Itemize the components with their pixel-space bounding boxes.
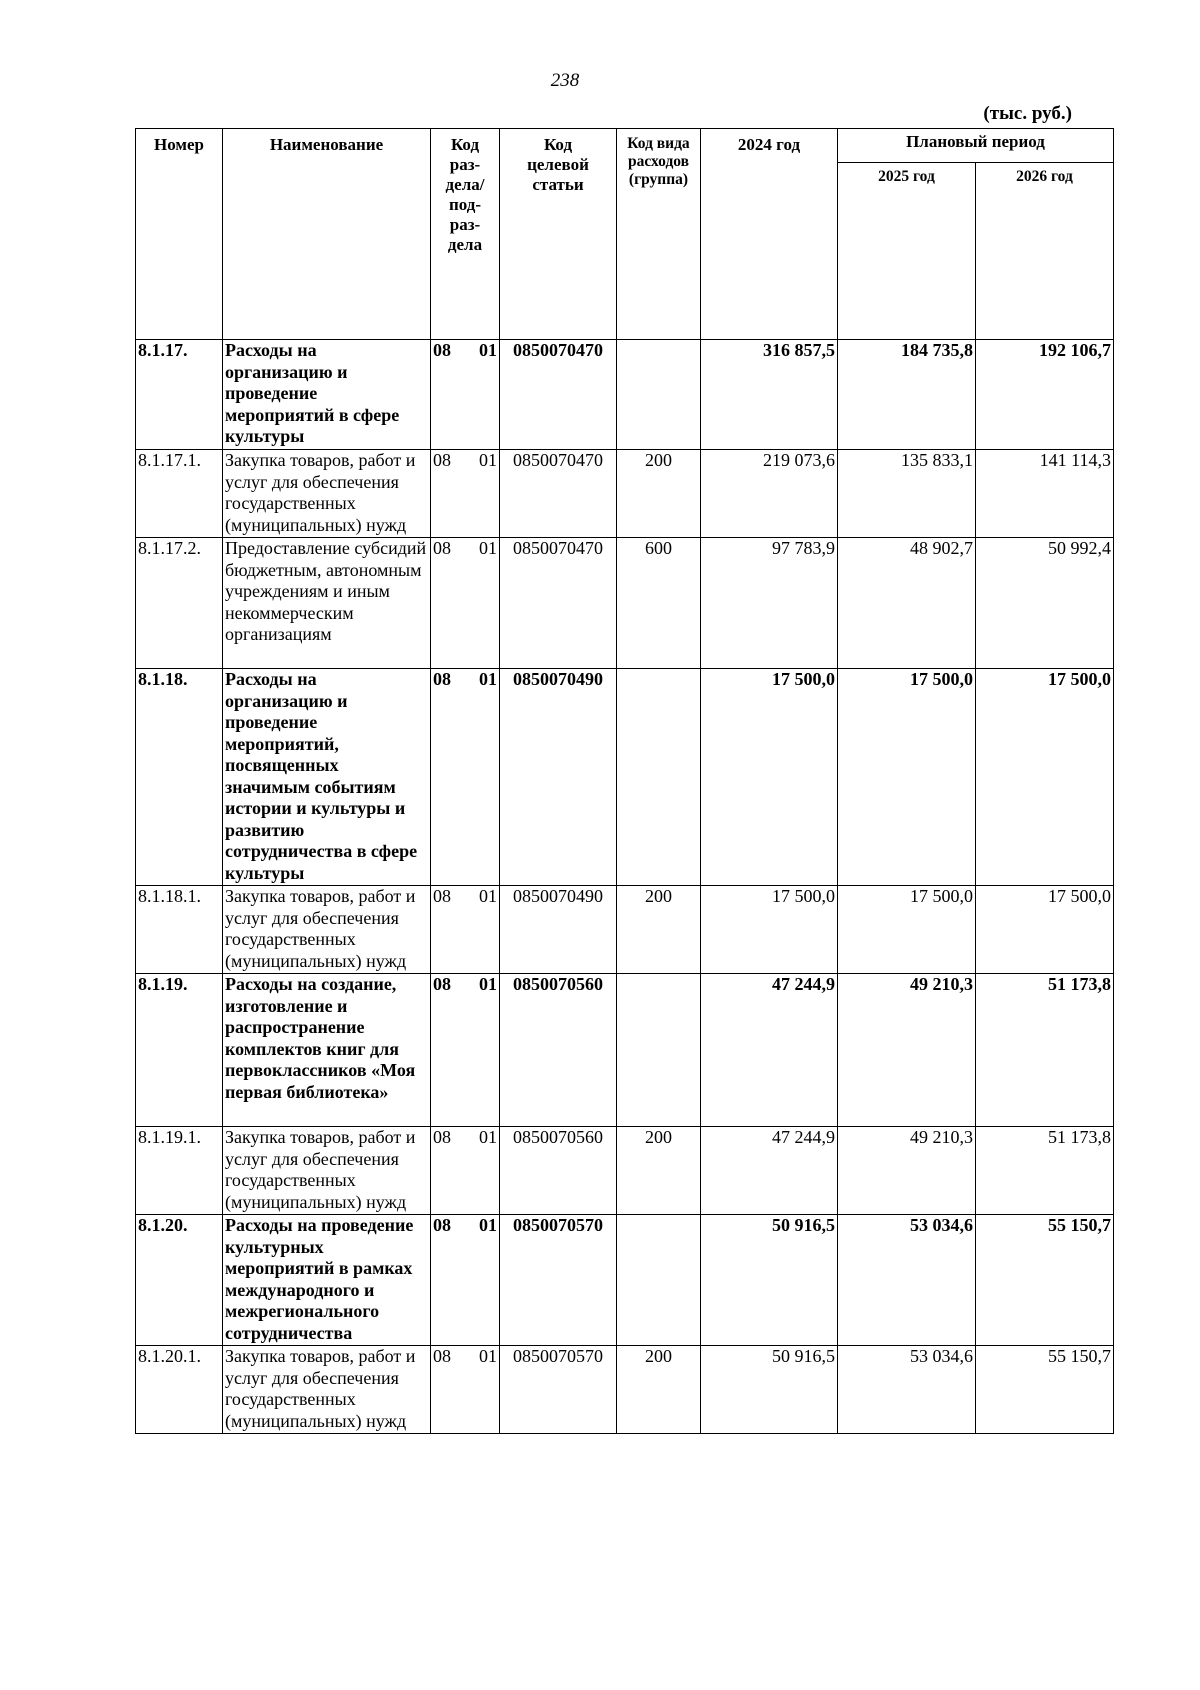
row-target-code: 0850070560 (500, 1127, 617, 1215)
header-2025: 2025 год (838, 163, 976, 340)
row-subsection: 01 (479, 1127, 497, 1147)
row-expense-type: 600 (617, 538, 701, 669)
row-subsection: 01 (479, 974, 497, 994)
header-section-code: Код раз- дела/ под- раз- дела (431, 129, 500, 340)
header-name: Наименование (223, 129, 431, 340)
row-name: Закупка товаров, работ и услуг для обеспечения государственных (муниципальных) нужд (223, 1346, 431, 1434)
row-2024: 316 857,5 (701, 340, 838, 450)
row-section: 08 (433, 340, 451, 360)
units-label: (тыс. руб.) (983, 103, 1072, 124)
row-2024: 219 073,6 (701, 450, 838, 538)
row-expense-type: 200 (617, 1346, 701, 1434)
header-2026: 2026 год (976, 163, 1114, 340)
budget-table (135, 128, 1114, 1434)
table-header (136, 129, 1114, 340)
row-2025: 135 833,1 (838, 450, 976, 538)
row-expense-type (617, 340, 701, 450)
row-section: 08 (433, 450, 451, 470)
row-target-code: 0850070570 (500, 1215, 617, 1346)
table-row (136, 886, 1114, 974)
row-subsection: 01 (479, 340, 497, 360)
row-2025: 53 034,6 (838, 1215, 976, 1346)
row-number: 8.1.17. (136, 340, 223, 450)
row-2025: 53 034,6 (838, 1346, 976, 1434)
row-section: 08 (433, 974, 451, 994)
row-2025: 184 735,8 (838, 340, 976, 450)
row-2026: 51 173,8 (976, 1127, 1114, 1215)
row-name: Расходы на организацию и проведение мероприятий, посвященных значимым событиям истории и культуры и развитию сотрудничества в сфере культуры (223, 669, 431, 886)
row-name: Закупка товаров, работ и услуг для обеспечения государственных (муниципальных) нужд (223, 886, 431, 974)
row-2026: 141 114,3 (976, 450, 1114, 538)
row-section: 08 (433, 538, 451, 558)
row-subsection: 01 (479, 1215, 497, 1235)
row-name: Закупка товаров, работ и услуг для обеспечения государственных (муниципальных) нужд (223, 1127, 431, 1215)
row-section-code (431, 669, 500, 886)
table-row (136, 340, 1114, 450)
header-target-code: Код целевой статьи (500, 129, 617, 340)
header-expense-type: Код вида расходов (группа) (617, 129, 701, 340)
row-expense-type (617, 1215, 701, 1346)
table-row (136, 1215, 1114, 1346)
row-expense-type: 200 (617, 450, 701, 538)
row-2026: 55 150,7 (976, 1215, 1114, 1346)
row-2024: 47 244,9 (701, 974, 838, 1127)
row-2024: 50 916,5 (701, 1346, 838, 1434)
table-row (136, 1346, 1114, 1434)
row-target-code: 0850070490 (500, 669, 617, 886)
row-name: Предоставление субсидий бюджетным, автономным учреждениям и иным некоммерческим организациям (223, 538, 431, 669)
row-2025: 17 500,0 (838, 669, 976, 886)
row-subsection: 01 (479, 538, 497, 558)
table-body (136, 340, 1114, 1434)
row-2026: 17 500,0 (976, 886, 1114, 974)
row-2025: 48 902,7 (838, 538, 976, 669)
row-2025: 17 500,0 (838, 886, 976, 974)
row-subsection: 01 (479, 886, 497, 906)
row-2026: 51 173,8 (976, 974, 1114, 1127)
row-2025: 49 210,3 (838, 1127, 976, 1215)
row-expense-type (617, 669, 701, 886)
row-name: Закупка товаров, работ и услуг для обеспечения государственных (муниципальных) нужд (223, 450, 431, 538)
row-target-code: 0850070560 (500, 974, 617, 1127)
row-2026: 17 500,0 (976, 669, 1114, 886)
row-number: 8.1.18. (136, 669, 223, 886)
row-section-code (431, 450, 500, 538)
header-2024: 2024 год (701, 129, 838, 340)
row-section-code (431, 340, 500, 450)
table-row (136, 450, 1114, 538)
row-2026: 50 992,4 (976, 538, 1114, 669)
row-section: 08 (433, 1346, 451, 1366)
row-section-code (431, 1127, 500, 1215)
row-section-code (431, 1215, 500, 1346)
row-name: Расходы на создание, изготовление и распространение комплектов книг для первоклассников «Моя первая библиотека» (223, 974, 431, 1127)
row-section-code (431, 538, 500, 669)
row-number: 8.1.17.2. (136, 538, 223, 669)
table-row (136, 538, 1114, 669)
row-expense-type: 200 (617, 886, 701, 974)
row-number: 8.1.19. (136, 974, 223, 1127)
row-number: 8.1.17.1. (136, 450, 223, 538)
table-row (136, 974, 1114, 1127)
row-expense-type (617, 974, 701, 1127)
row-2026: 55 150,7 (976, 1346, 1114, 1434)
row-target-code: 0850070490 (500, 886, 617, 974)
row-section-code (431, 1346, 500, 1434)
row-2024: 17 500,0 (701, 886, 838, 974)
row-number: 8.1.20.1. (136, 1346, 223, 1434)
row-2025: 49 210,3 (838, 974, 976, 1127)
row-subsection: 01 (479, 450, 497, 470)
row-target-code: 0850070470 (500, 340, 617, 450)
row-section-code (431, 974, 500, 1127)
row-number: 8.1.20. (136, 1215, 223, 1346)
row-target-code: 0850070470 (500, 538, 617, 669)
row-target-code: 0850070570 (500, 1346, 617, 1434)
row-name: Расходы на проведение культурных мероприятий в рамках международного и межрегионального сотрудничества (223, 1215, 431, 1346)
row-section-code (431, 886, 500, 974)
page-number: 238 (550, 70, 580, 91)
row-expense-type: 200 (617, 1127, 701, 1215)
row-target-code: 0850070470 (500, 450, 617, 538)
row-number: 8.1.18.1. (136, 886, 223, 974)
row-section: 08 (433, 1215, 451, 1235)
row-number: 8.1.19.1. (136, 1127, 223, 1215)
header-planned-period: Плановый период (838, 129, 1114, 163)
row-section: 08 (433, 669, 451, 689)
table-row (136, 1127, 1114, 1215)
row-section: 08 (433, 1127, 451, 1147)
row-2024: 50 916,5 (701, 1215, 838, 1346)
row-subsection: 01 (479, 669, 497, 689)
row-2024: 17 500,0 (701, 669, 838, 886)
table-row (136, 669, 1114, 886)
row-subsection: 01 (479, 1346, 497, 1366)
row-2026: 192 106,7 (976, 340, 1114, 450)
row-section: 08 (433, 886, 451, 906)
row-2024: 97 783,9 (701, 538, 838, 669)
header-number: Номер (136, 129, 223, 340)
row-name: Расходы на организацию и проведение мероприятий в сфере культуры (223, 340, 431, 450)
row-2024: 47 244,9 (701, 1127, 838, 1215)
